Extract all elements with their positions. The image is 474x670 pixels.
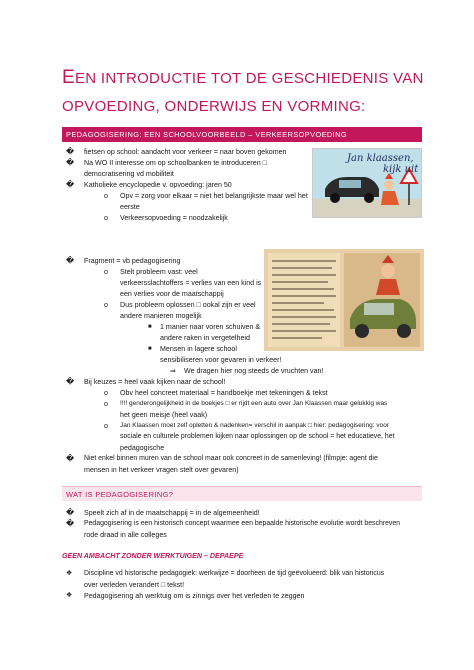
line-vruchten: We dragen hier nog steeds de vruchten van!	[184, 367, 324, 375]
line-stelt-probleem: Stelt probleem vast: veel	[120, 268, 198, 276]
circle-bullet-icon: o	[104, 389, 108, 397]
line-rode-draad: rode draad in alle colleges	[84, 531, 167, 539]
line-genderongelijkheid: !!!! genderongelijkheid in de boekjes □ er rijdt een auto over Jan Klaassen maar gelukkig was	[120, 400, 388, 407]
bullet-unknown-icon: �	[66, 508, 75, 517]
title-line1: EN INTRODUCTIE TOT DE GESCHIEDENIS VAN	[74, 70, 424, 87]
line-sociale-culturele: sociale en culturele problemen kijken naar oplossingen op de school = het educatieve, het	[120, 433, 395, 440]
circle-bullet-icon: o	[104, 214, 108, 222]
diamond-bullet-icon: ❖	[66, 570, 73, 577]
line-blik-verandert: over verleden verandert □ tekst!	[84, 581, 185, 589]
line-verlies-maatschappij: een verlies voor de maatschappij	[120, 290, 224, 298]
line-speelt-zich-af: Speelt zich af in de maatschappij = in de algemeenheid!	[84, 509, 260, 517]
title-line2: OPVOEDING, ONDERWIJS EN VORMING:	[62, 98, 366, 115]
circle-bullet-icon: o	[104, 301, 108, 309]
line-andere-manieren: andere manieren mogelijk	[120, 312, 202, 320]
section-header-geen-ambacht: GEEN AMBACHT ZONDER WERKTUIGEN – DEPAEPE	[62, 552, 244, 560]
line-sensibiliseren: sensibiliseren voor gevaren in verkeer!	[160, 356, 282, 364]
bullet-unknown-icon: �	[66, 377, 75, 386]
bullet-unknown-icon: �	[66, 158, 75, 167]
cover-title-line1: Jan klaassen,	[347, 153, 414, 164]
line-democratisering: democratisering vd mobiliteit	[84, 170, 174, 178]
line-agent-filmpje: mensen in het verkeer vragen stelt over gevaren)	[84, 466, 239, 474]
line-1-manier: 1 manier naar voren schuiven &	[160, 323, 261, 331]
line-eerste: eerste	[120, 203, 140, 211]
line-opv: Opv = zorg voor elkaar = niet het belangrijkste maar wel het	[120, 192, 308, 200]
arrow-icon: ⇒	[170, 367, 176, 375]
line-obv-materiaal: Obv heel concreet materiaal = handboekje met tekeningen & tekst	[120, 389, 328, 397]
line-encyclopedie: Katholieke encyclopedie v. opvoeding: jaren 50	[84, 181, 232, 189]
line-dus-probleem: Dus probleem oplossen □ ookal zijn er veel	[120, 301, 256, 309]
line-historisch-concept: Pedagogisering is een historisch concept waarmee een bepaalde historische evolutie wordt beschreven	[84, 520, 401, 527]
line-wo2: Na WO II interesse om op schoolbanken te introduceren □	[84, 159, 267, 167]
line-fietsen: fietsen op school: aandacht voor verkeer = naar boven gekomen	[84, 148, 287, 156]
section-header-wat-is-pedagogisering: WAT IS PEDAGOGISERING?	[62, 486, 422, 501]
bullet-unknown-icon: �	[66, 147, 75, 156]
line-geen-meisje: het geen meisje (heel vaak)	[120, 411, 208, 419]
bullet-unknown-icon: �	[66, 256, 75, 265]
line-jan-klaassen-opletten: Jan Klaassen moet zelf opletten & nadenken= verschil in aanpak □ hier: pedagogisering: voor	[120, 422, 389, 429]
square-bullet-icon: ■	[148, 324, 152, 330]
section-header-verkeersopvoeding: PEDAGOGISERING: EEN SCHOOLVOORBEELD – VERKEERSOPVOEDING	[62, 127, 422, 142]
line-werktuig: Pedagogisering ah werktuig om is zinnigs over het verleden te zeggen	[84, 592, 305, 600]
circle-bullet-icon: o	[104, 400, 108, 408]
square-bullet-icon: ■	[148, 346, 152, 352]
jan-klaassen-cover-image	[312, 148, 422, 218]
document-title	[62, 64, 442, 121]
bullet-unknown-icon: �	[66, 454, 75, 463]
line-bij-keuzes: Bij keuzes = heel vaak kijken naar de school!	[84, 378, 226, 386]
line-mensen-lagere-school: Mensen in lagere school	[160, 345, 237, 353]
line-verkeersopvoeding: Verkeersopvoeding = noodzakelijk	[120, 214, 228, 222]
line-niet-enkel: Niet enkel binnen muren van de school maar ook concreet in de samenleving! (filmpje: agent die	[84, 455, 378, 462]
bullet-unknown-icon: �	[66, 519, 75, 528]
book-page-illustration	[264, 249, 424, 351]
diamond-bullet-icon: ❖	[66, 592, 73, 599]
line-fragment: Fragment = vb pedagogisering	[84, 257, 181, 265]
line-vergetelheid: andere raken in vergetelheid	[160, 334, 250, 342]
line-pedagogische: pedagogische	[120, 444, 165, 452]
line-verkeersslachtoffers: verkeersslachtoffers = verlies van een kind is	[120, 279, 262, 287]
cover-title-line2: kijk uit	[383, 164, 419, 175]
line-discipline: Discipline vd historische pedagogiek: werkwijze = doorheen de tijd geëvolueerd: blik van historicus	[84, 570, 385, 577]
circle-bullet-icon: o	[104, 422, 108, 430]
circle-bullet-icon: o	[104, 192, 108, 200]
title-cap: E	[62, 67, 75, 88]
bullet-unknown-icon: �	[66, 180, 75, 189]
book-page-image	[264, 249, 424, 351]
circle-bullet-icon: o	[104, 268, 108, 276]
